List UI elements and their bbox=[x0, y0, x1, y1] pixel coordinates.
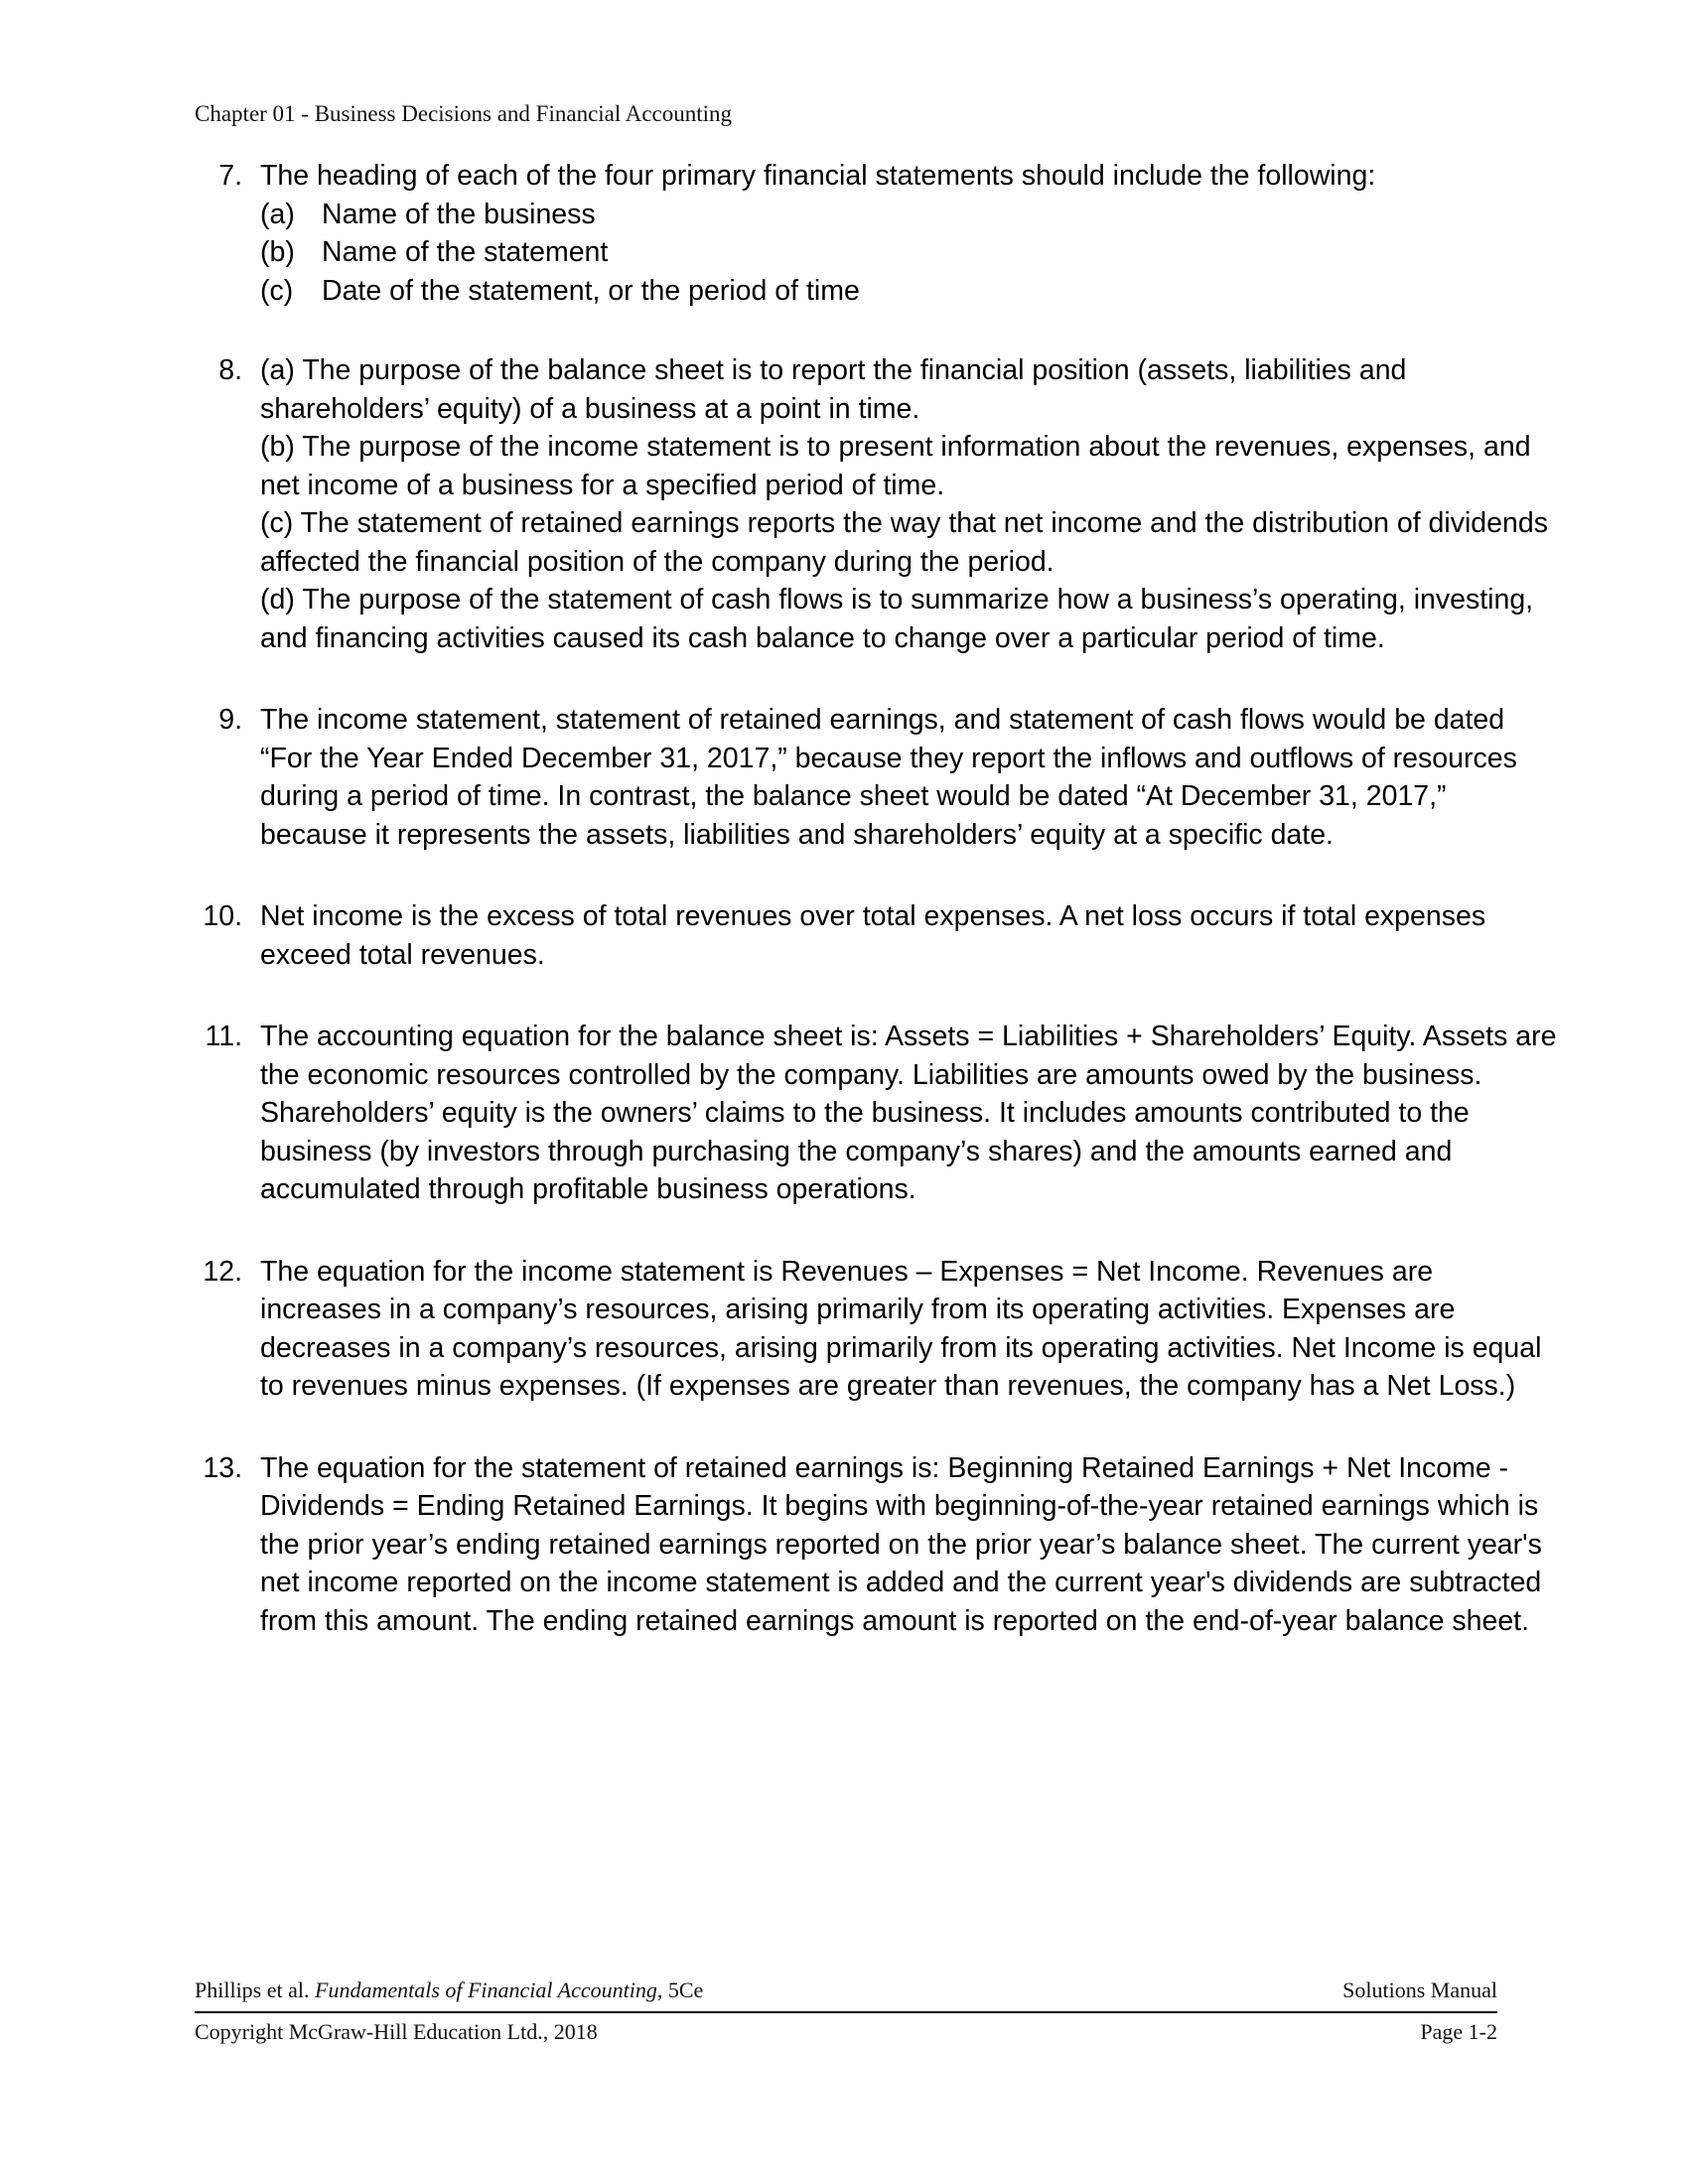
list-item-12 bbox=[195, 1253, 1557, 1406]
list-item-13 bbox=[195, 1449, 1557, 1641]
list-item-10 bbox=[195, 897, 1557, 974]
sub-text-a: Name of the business bbox=[322, 198, 596, 230]
list-item-11 bbox=[195, 1018, 1557, 1209]
sub-label-c: (c) bbox=[260, 274, 294, 307]
list-item-7 bbox=[195, 157, 1557, 310]
list-item bbox=[260, 233, 1557, 272]
footer-book-title: Fundamentals of Financial Accounting bbox=[315, 1978, 657, 2002]
item-11-para: The accounting equation for the balance sheet is: Assets = Liabilities + Shareholders’ Equity. Assets are the economic resources controlled by the company. Liabilities are amounts owed by the business. Shareholders’ equity is the owners’ claims to the business. It includes amounts contributed to the business (by investors through purchasing the company’s shares) and the amounts earned and accumulated through profitable business operations. bbox=[260, 1021, 1557, 1205]
item-number-12: 12. bbox=[203, 1255, 242, 1288]
item-8-para-b: (b) The purpose of the income statement is to present information about the revenues, expenses, and net income of a business for a specified period of time. bbox=[260, 431, 1531, 501]
footer-divider bbox=[195, 2011, 1497, 2013]
item-8-para-a: (a) The purpose of the balance sheet is to report the financial position (assets, liabilities and shareholders’ equity) of a business at a point in time. bbox=[260, 354, 1407, 425]
item-7-sublist bbox=[260, 196, 1557, 311]
footer-manual-label: Solutions Manual bbox=[1342, 1978, 1497, 2002]
list-item bbox=[260, 196, 1557, 234]
item-8-para-c: (c) The statement of retained earnings reports the way that net income and the distribution of dividends affected the financial position of the company during the period. bbox=[260, 507, 1548, 578]
answers-list bbox=[195, 157, 1557, 1640]
list-item-9 bbox=[195, 701, 1557, 854]
footer-page-number: Page 1-2 bbox=[1420, 2019, 1497, 2044]
item-body-7 bbox=[260, 157, 1557, 310]
footer-citation bbox=[195, 1976, 703, 2005]
item-body-12 bbox=[260, 1253, 1557, 1406]
item-number-13: 13. bbox=[203, 1451, 242, 1484]
item-body-11 bbox=[260, 1018, 1557, 1209]
item-number-9: 9. bbox=[218, 704, 242, 736]
footer-edition: , 5Ce bbox=[656, 1978, 704, 2002]
item-number-10: 10. bbox=[203, 900, 242, 932]
item-number-7: 7. bbox=[218, 160, 242, 192]
item-7-lead: The heading of each of the four primary financial statements should include the following: bbox=[260, 160, 1376, 192]
item-body-10 bbox=[260, 897, 1557, 974]
item-8-para-d: (d) The purpose of the statement of cash flows is to summarize how a business’s operating, investing, and financing activities caused its cash balance to change over a particular period of time. bbox=[260, 584, 1534, 654]
footer-author: Phillips et al. bbox=[195, 1978, 315, 2002]
sub-label-a: (a) bbox=[260, 198, 295, 230]
item-13-para: The equation for the statement of retained earnings is: Beginning Retained Earnings + Net Income - Dividends = Ending Retained Earnings. It begins with beginning-of-the-year retained earnings which is the prior year’s ending retained earnings reported on the prior year’s balance sheet. The current year's net income reported on the income statement is added and the current year's dividends are subtracted from this amount. The ending retained earnings amount is reported on the end-of-year balance sheet. bbox=[260, 1451, 1542, 1637]
item-body-13 bbox=[260, 1449, 1557, 1641]
footer-copyright: Copyright McGraw-Hill Education Ltd., 2018 bbox=[195, 2019, 598, 2044]
list-item-8 bbox=[195, 351, 1557, 657]
item-9-para: The income statement, statement of retained earnings, and statement of cash flows would be dated “For the Year Ended December 31, 2017,” because they report the inflows and outflows of resources during a period of time. In contrast, the balance sheet would be dated “At December 31, 2017,” because it represents the assets, liabilities and shareholders’ equity at a specific date. bbox=[260, 704, 1517, 851]
list-item bbox=[260, 272, 1557, 311]
page-footer bbox=[195, 1976, 1497, 2047]
item-10-para: Net income is the excess of total revenues over total expenses. A net loss occurs if total expenses exceed total revenues. bbox=[260, 900, 1486, 971]
item-body-8 bbox=[260, 351, 1557, 657]
item-number-11: 11. bbox=[205, 1021, 242, 1052]
sub-text-c: Date of the statement, or the period of time bbox=[322, 274, 860, 307]
footer-bottom-row bbox=[195, 2017, 1497, 2047]
item-12-para: The equation for the income statement is Revenues – Expenses = Net Income. Revenues are increases in a company’s resources, arising primarily from its operating activities. Expenses are decreases in a company’s resources, arising primarily from its operating activities. Net Income is equal to revenues minus expenses. (If expenses are greater than revenues, the company has a Net Loss.) bbox=[260, 1255, 1542, 1402]
sub-text-b: Name of the statement bbox=[322, 236, 609, 268]
running-header: Chapter 01 - Business Decisions and Financial Accounting bbox=[195, 101, 733, 126]
item-body-9 bbox=[260, 701, 1557, 854]
footer-top-row bbox=[195, 1976, 1497, 2005]
item-number-8: 8. bbox=[218, 354, 242, 386]
sub-label-b: (b) bbox=[260, 236, 295, 268]
